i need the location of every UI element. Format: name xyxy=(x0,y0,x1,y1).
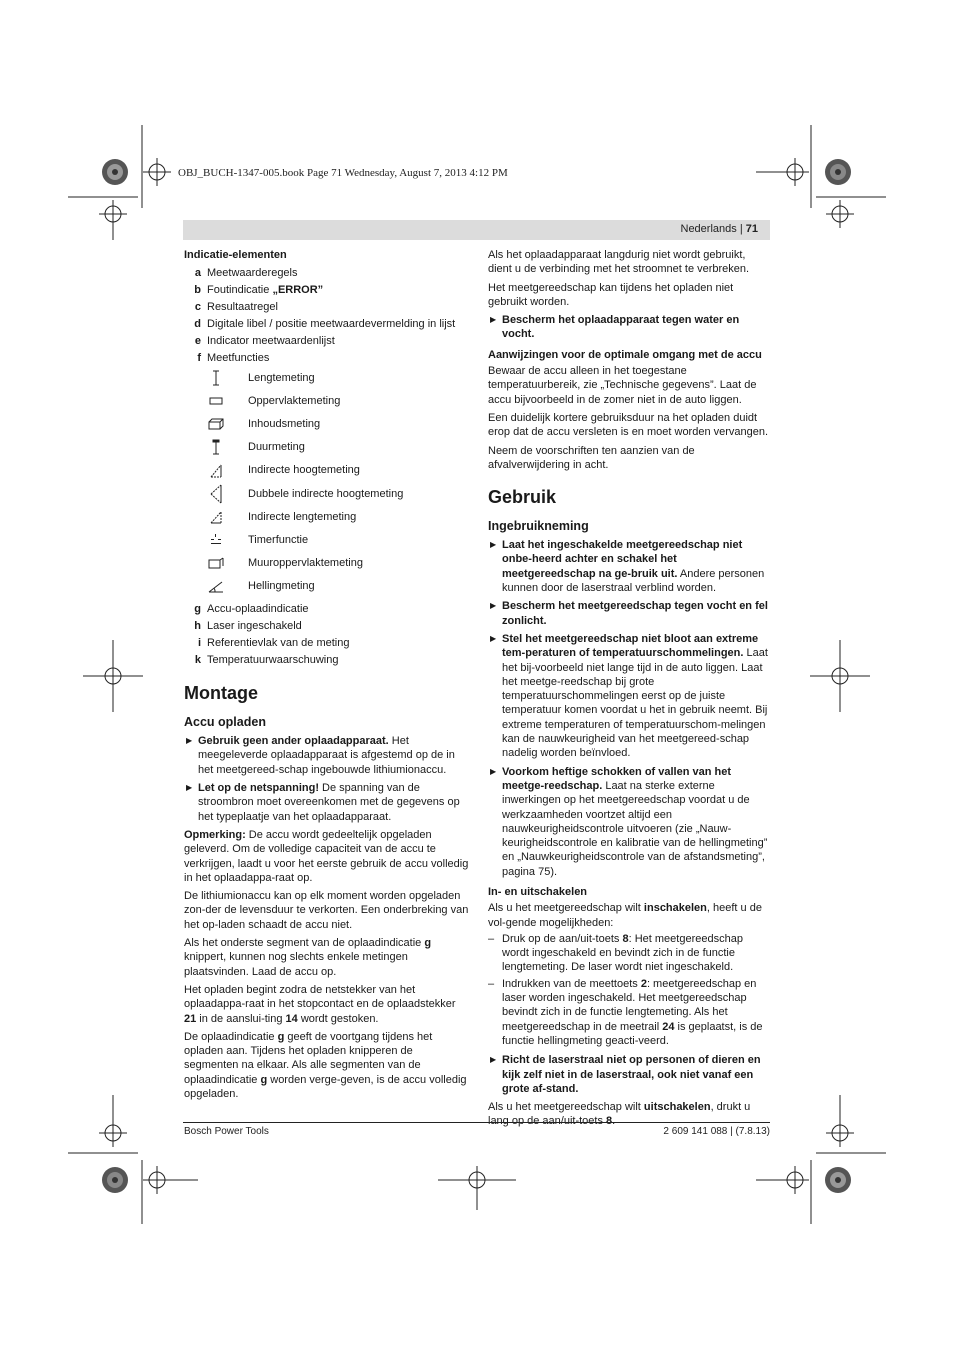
item-key: d xyxy=(194,317,201,330)
indication-list-1 xyxy=(184,264,470,366)
text-bold: inschakelen xyxy=(643,902,707,915)
note-label: Opmerking: xyxy=(184,828,246,841)
bullet-icon: ▶ xyxy=(490,633,497,643)
measure-function-list xyxy=(184,366,470,598)
ref-key: 8 xyxy=(622,932,629,945)
paragraph: Bewaar de accu alleen in het toegestane temperatuurbereik, zie „Technische gegevens”. Laat de accu bijvoorbeeld in de zomer niet in de auto liggen. xyxy=(488,365,757,406)
on-off-title: In- en uitschakelen xyxy=(488,885,588,898)
function-row xyxy=(184,436,470,459)
safety-bullet xyxy=(488,765,770,879)
item-key: h xyxy=(194,619,201,632)
item-key: i xyxy=(197,636,201,649)
subsection-title-ingebruikneming: Ingebruikneming xyxy=(488,519,589,534)
list-item xyxy=(184,600,470,617)
list-item xyxy=(184,332,470,349)
paragraph xyxy=(184,983,470,1026)
item-key: e xyxy=(194,334,201,347)
paragraph: Een duidelijk kortere gebruiksduur na het opladen duidt erop dat de accu versleten is en moet worden vervangen. xyxy=(488,411,769,439)
ref-key: g xyxy=(260,1073,268,1086)
text-bold: uitschakelen xyxy=(643,1101,711,1114)
function-row xyxy=(184,389,470,412)
safety-bullet xyxy=(488,1053,770,1096)
indirect-height-icon xyxy=(184,464,248,478)
indirect-length-icon xyxy=(184,510,248,524)
text-run: Als u het meetgereedschap wilt xyxy=(488,1101,644,1114)
bullet-icon: ▶ xyxy=(186,736,193,746)
list-item xyxy=(184,298,470,315)
function-label: Lengtemeting xyxy=(248,371,315,384)
list-item xyxy=(184,315,470,332)
battery-tips-title: Aanwijzingen voor de optimale omgang met de accu xyxy=(488,348,762,361)
function-row xyxy=(184,529,470,552)
bullet-bold: Laat het ingeschakelde meetgereedschap niet onbe-heerd achter en schakel het meetgereedschap na ge-bruik uit. xyxy=(502,539,743,580)
bullet-bold: Gebruik geen ander oplaadapparaat. xyxy=(198,735,389,748)
text-run: in de aanslui-ting xyxy=(196,1012,286,1025)
item-text: Foutindicatie xyxy=(207,283,273,296)
safety-bullet xyxy=(488,313,770,342)
bullet-icon: ▶ xyxy=(490,766,497,776)
section-title-gebruik: Gebruik xyxy=(488,487,557,508)
function-row xyxy=(184,366,470,389)
paragraph xyxy=(488,901,770,930)
item-text: Digitale libel / positie meetwaardevermelding in lijst xyxy=(207,317,456,330)
item-text: Laser ingeschakeld xyxy=(207,619,302,632)
subsection-title-accu: Accu opladen xyxy=(184,715,266,730)
function-label: Duurmeting xyxy=(248,441,305,454)
dash-item xyxy=(488,977,770,1048)
item-text: Resultaatregel xyxy=(207,300,278,313)
safety-bullet xyxy=(184,734,470,777)
safety-bullet xyxy=(184,781,470,824)
paragraph xyxy=(488,1100,770,1129)
list-item xyxy=(184,651,470,668)
dash-mark: – xyxy=(488,932,495,945)
section-title-montage: Montage xyxy=(184,683,258,704)
ref-key: g xyxy=(277,1030,285,1043)
ref-key: 24 xyxy=(662,1020,675,1033)
double-indirect-height-icon xyxy=(184,484,248,504)
bullet-bold: Bescherm het oplaadapparaat tegen water en vocht. xyxy=(502,314,740,341)
item-key: f xyxy=(197,351,201,364)
bullet-icon: ▶ xyxy=(490,540,497,550)
text-run: Druk op de aan/uit-toets xyxy=(502,932,623,945)
list-item xyxy=(184,349,470,366)
paragraph-text: De accu wordt gedeeltelijk opgeladen geleverd. Om de volledige capaciteit van de accu te verkrijgen, laadt u voor het eerste gebruik de accu volledig in het oplaadappa-raat op. xyxy=(184,828,469,884)
footer-left: Bosch Power Tools xyxy=(184,1126,269,1137)
dash-item xyxy=(488,932,770,975)
function-row xyxy=(184,505,470,528)
function-label: Inhoudsmeting xyxy=(248,418,321,431)
bullet-text: Andere personen kunnen door de laserstraal verblind worden. xyxy=(502,567,765,595)
slope-measure-icon xyxy=(184,581,248,593)
bullet-text: Laat het bij-voorbeeld niet lange tijd in de auto liggen. Laat het meetge-reedschap bij grote temperatuurschommelingen eerst op de juiste temperatuur komen voordat u het in gebruik neemt. Bij extreme temperaturen of temperatuurschom-melingen kan de nauwkeurigheid van het meetgereed-schap nadelig worden beïnvloed. xyxy=(502,647,768,760)
list-item xyxy=(184,264,470,281)
header-separator: | xyxy=(736,223,746,235)
bullet-icon: ▶ xyxy=(186,783,193,793)
text-run: De oplaadindicatie xyxy=(184,1030,278,1043)
function-row xyxy=(184,552,470,575)
function-label: Oppervlaktemeting xyxy=(248,394,341,407)
text-run: : meetgereedschap en laser worden ingeschakeld. Het meetgereedschap bevindt zich in de functie lengtemeting. Als het meetgereedschap in de meetrail xyxy=(502,977,757,1033)
safety-bullet xyxy=(488,538,770,595)
bullet-text: Het meegeleverde oplaadapparaat is afgestemd op de in het meetgereed-schap ingebouwde lithiumionaccu. xyxy=(198,735,455,776)
item-key: g xyxy=(194,602,201,615)
list-item xyxy=(184,281,470,298)
text-run: Het opladen begint zodra de netstekker van het oplaadappa-raat in het stopcontact en de oplaadstekker xyxy=(184,983,456,1011)
page-header xyxy=(681,223,759,235)
header-language: Nederlands xyxy=(680,223,737,235)
bullet-bold: Stel het meetgereedschap niet bloot aan extreme tem-peraturen of temperatuurschommelingen. xyxy=(502,632,759,660)
bullet-text: Laat na sterke externe inwerkingen op het meetgereedschap voordat u de werkzaamheden voortzet altijd een nauwkeurigheidscontrole uitvoeren (zie „Nauw-keurigheidscontrole en kalibratie van de hellingmeting” en „Nauwkeurigheidscontrole van de afstandsmeting”, pagina 75). xyxy=(502,779,768,878)
function-row xyxy=(184,459,470,482)
paragraph: Als het oplaadapparaat langdurig niet wordt gebruikt, dient u de verbinding met het stroomnet te verbreken. xyxy=(488,249,750,276)
item-bold-text: „ERROR” xyxy=(272,283,324,296)
text-run: , drukt u xyxy=(710,1101,751,1114)
item-key: k xyxy=(194,653,201,666)
text-run: worden verge-geven, is de accu volledig opgeladen. xyxy=(184,1073,467,1100)
item-text: Meetfuncties xyxy=(207,351,270,364)
continuous-measure-icon xyxy=(184,439,248,455)
item-key: a xyxy=(194,266,201,279)
list-item xyxy=(184,634,470,651)
text-run: : Het meetgereedschap wordt ingeschakeld en bevindt zich in de functie lengtemeting. De laser wordt niet ingeschakeld. xyxy=(502,932,743,974)
item-text: Referentievlak van de meting xyxy=(207,636,350,649)
bullet-icon: ▶ xyxy=(490,315,497,325)
page-header-bar xyxy=(183,220,770,240)
footer-rule xyxy=(183,1122,770,1123)
function-label: Muuroppervlaktemeting xyxy=(248,557,363,570)
text-run: , heeft u de vol-gende mogelijkheden: xyxy=(488,902,762,929)
ref-key: 2 xyxy=(640,977,647,990)
bullet-text: De spanning van de stroombron moet overeenkomen met de gegevens op het typeplaatje van het oplaadapparaat. xyxy=(198,782,460,823)
bullet-bold: Bescherm het meetgereedschap tegen vocht en fel zonlicht. xyxy=(502,600,768,627)
indication-list-2 xyxy=(184,600,470,668)
item-text: Accu-oplaadindicatie xyxy=(207,602,309,615)
paragraph: Het meetgereedschap kan tijdens het opladen niet gebruikt worden. xyxy=(488,281,734,308)
bullet-bold: Let op de netspanning! xyxy=(198,782,319,795)
paragraph: De lithiumionaccu kan op elk moment worden opgeladen zon-der de levensduur te verkorten. Een onderbreking van het op-laden schaadt de accu niet. xyxy=(184,890,469,931)
text-run: Als u het meetgereedschap wilt xyxy=(488,902,644,915)
indication-elements-title: Indicatie-elementen xyxy=(184,249,287,261)
item-text: Temperatuurwaarschuwing xyxy=(207,653,339,666)
text-run: Als het onderste segment van de oplaadindicatie xyxy=(184,937,425,950)
text-run: is geplaatst, is de functie hellingmeting geacti-veerd. xyxy=(502,1020,763,1047)
dash-mark: – xyxy=(488,977,495,990)
ref-key: 14 xyxy=(285,1012,298,1025)
function-label: Dubbele indirecte hoogtemeting xyxy=(248,487,404,500)
bullet-icon: ▶ xyxy=(490,1055,497,1065)
function-label: Timerfunctie xyxy=(248,534,309,547)
text-run: knippert, kunnen nog slechts enkele metingen plaatsvinden. Laad de accu op. xyxy=(184,951,408,978)
text-run: Indrukken van de meettoets xyxy=(502,977,641,990)
item-key: b xyxy=(194,283,201,296)
right-column xyxy=(488,248,770,1133)
safety-bullet xyxy=(488,632,770,761)
item-key: c xyxy=(194,300,201,313)
function-label: Hellingmeting xyxy=(248,580,315,593)
file-slug: OBJ_BUCH-1347-005.book Page 71 Wednesday, August 7, 2013 4:12 PM xyxy=(178,167,508,179)
footer-right: 2 609 141 088 | (7.8.13) xyxy=(663,1126,770,1137)
bullet-bold: Richt de laserstraal niet op personen of dieren en kijk zelf niet in de laserstraal, ook niet vanaf een grote af-stand. xyxy=(502,1054,761,1095)
text-run: wordt gestoken. xyxy=(297,1012,379,1025)
page-number: 71 xyxy=(745,223,758,235)
function-label: Indirecte lengtemeting xyxy=(248,510,357,523)
paragraph xyxy=(184,1030,470,1101)
area-measure-icon xyxy=(184,396,248,406)
function-row xyxy=(184,575,470,598)
length-measure-icon xyxy=(184,370,248,386)
function-row xyxy=(184,482,470,505)
item-text: Meetwaarderegels xyxy=(207,266,298,279)
item-text: Indicator meetwaardenlijst xyxy=(207,334,335,347)
function-row xyxy=(184,413,470,436)
safety-bullet xyxy=(488,599,770,628)
list-item xyxy=(184,617,470,634)
timer-icon xyxy=(184,534,248,546)
ref-key: 21 xyxy=(184,1012,197,1025)
paragraph xyxy=(184,828,470,885)
wall-area-icon xyxy=(184,557,248,569)
left-column xyxy=(184,248,470,1105)
ref-key: g xyxy=(424,937,432,950)
text-run: geeft de voortgang tijdens het opladen aan. Tijdens het opladen knipperen de segmenten na elkaar. Als alle segmenten van de oplaadindicatie xyxy=(184,1030,433,1086)
paragraph: Neem de voorschriften ten aanzien van de afvalverwijdering in acht. xyxy=(488,444,695,471)
volume-measure-icon xyxy=(184,418,248,430)
bullet-bold: Voorkom heftige schokken of vallen van het meetge-reedschap. xyxy=(502,765,732,792)
paragraph xyxy=(184,936,470,979)
bullet-icon: ▶ xyxy=(490,601,497,611)
function-label: Indirecte hoogtemeting xyxy=(248,464,360,477)
